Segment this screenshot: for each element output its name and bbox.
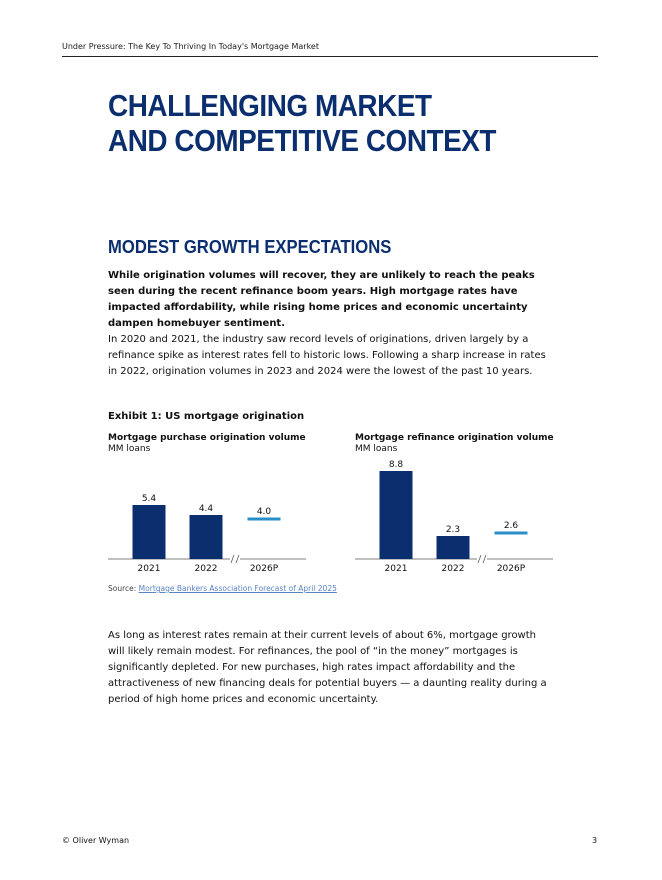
refinance-origination-chart [355,440,555,576]
tick-label-2022: 2022 [194,564,218,574]
page-title-line-1: CHALLENGING MARKET [108,88,432,123]
chart-1-unit: MM loans [108,444,151,454]
source-link[interactable]: Mortgage Bankers Association Forecast of April 2025 [138,584,337,593]
lead-paragraph: While origination volumes will recover, they are unlikely to reach the peaks seen during the recent refinance boom years. High mortgage rates have impacted affordability, while rising home prices and economic uncertainty dampen homebuyer sentiment. [108,270,535,329]
tick-label-2021: 2021 [384,564,408,574]
data-label-2022: 2.3 [445,525,461,535]
source-prefix: Source: [108,584,139,593]
chart-2-unit: MM loans [355,444,398,454]
chart-2-title: Mortgage refinance origination volume [355,433,554,443]
projected-marker-2026P [248,518,281,521]
running-header: Under Pressure: The Key To Thriving In Today's Mortgage Market [62,42,319,51]
data-label-2021: 8.8 [388,460,404,470]
page-number: 3 [592,836,598,845]
exhibit-source [108,584,337,593]
axis-break-marker [230,555,240,563]
tick-label-2026P: 2026P [249,564,279,574]
bar-2022 [190,515,223,559]
bar-2021 [380,471,413,559]
projected-marker-2026P [495,532,528,535]
data-label-2026P: 2.6 [503,521,519,531]
tick-label-2021: 2021 [137,564,161,574]
tick-label-2026P: 2026P [496,564,526,574]
bar-2021 [133,505,166,559]
purchase-origination-chart [108,440,308,576]
body-paragraph-1: In 2020 and 2021, the industry saw record levels of originations, driven largely by a refinance spike as interest rates fell to historic lows. Following a sharp increase in rates in 2022, origination volumes in 2023 and 2024 were the lowest of the past 10 years. [108,334,546,377]
chart-1-title: Mortgage purchase origination volume [108,433,306,443]
exhibit-title: Exhibit 1: US mortgage origination [108,411,305,422]
data-label-2022: 4.4 [198,504,214,514]
footer-copyright: © Oliver Wyman [62,836,130,845]
page-title [108,88,496,158]
section-heading: MODEST GROWTH EXPECTATIONS [108,236,392,257]
page-title-line-2: AND COMPETITIVE CONTEXT [108,123,497,158]
data-label-2021: 5.4 [141,494,157,504]
tick-label-2022: 2022 [441,564,465,574]
data-label-2026P: 4.0 [256,507,272,517]
bar-2022 [437,536,470,559]
header-rule [62,56,598,57]
body-paragraph-2: As long as interest rates remain at their current levels of about 6%, mortgage growth will likely remain modest. For refinances, the pool of “in the money” mortgages is significantly depleted. For new purchases, high rates impact affordability and the attractiveness of new financing deals for potential buyers — a daunting reality during a period of high home prices and economic uncertainty. [108,630,547,705]
axis-break-marker [477,555,487,563]
